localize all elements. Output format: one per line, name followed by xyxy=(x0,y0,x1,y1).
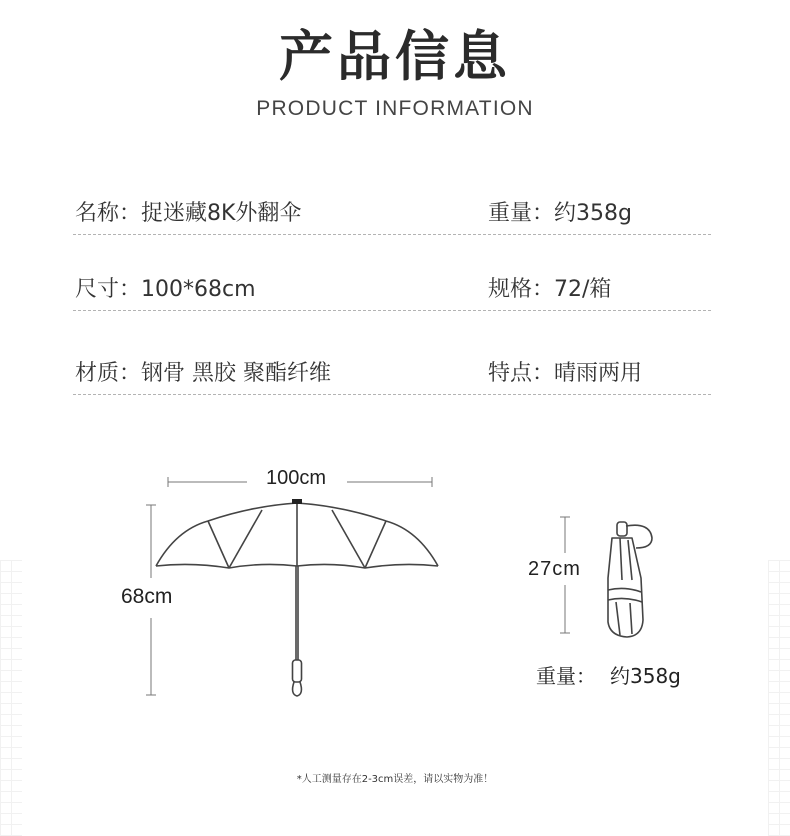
open-width-label: 100cm xyxy=(266,467,327,489)
weight-label: 重量： xyxy=(536,664,596,688)
page-title: 产品信息 xyxy=(279,25,511,88)
folded-length-label: 27cm xyxy=(528,558,581,580)
page-subtitle: PRODUCT INFORMATION xyxy=(256,97,534,120)
info-size: 尺寸：100*68cm xyxy=(75,277,256,302)
weight-value: 约358g xyxy=(610,664,681,688)
folded-umbrella-icon xyxy=(608,522,652,637)
info-name: 名称：捉迷藏8K外翻伞 xyxy=(75,201,302,226)
info-feature: 特点：晴雨两用 xyxy=(488,361,643,386)
info-material: 材质：钢骨 黑胶 聚酯纤维 xyxy=(75,361,331,386)
open-height-label: 68cm xyxy=(121,585,173,608)
measurement-note: *人工测量存在2-3cm误差，请以实物为准！ xyxy=(296,774,494,785)
info-weight: 重量：约358g xyxy=(488,201,632,226)
info-spec: 规格：72/箱 xyxy=(488,277,612,302)
open-umbrella-icon xyxy=(156,499,438,696)
diagram-weight xyxy=(536,660,681,689)
